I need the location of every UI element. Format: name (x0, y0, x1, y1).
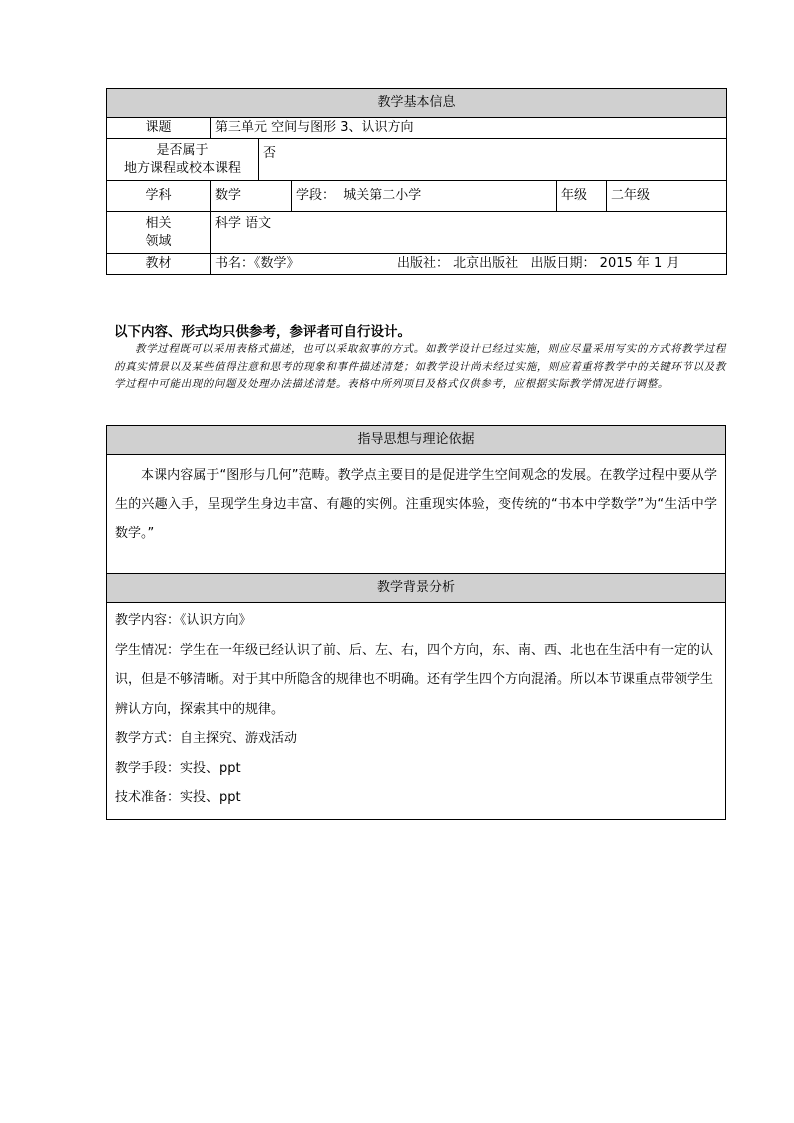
publish-date: 出版日期： 2015 年 1 月 (530, 256, 680, 271)
basic-info-header: 教学基本信息 (107, 89, 727, 118)
guiding-header: 指导思想与理论依据 (107, 426, 726, 455)
basic-info-table (106, 88, 726, 275)
topic-label: 课题 (107, 118, 211, 139)
school-cell (292, 181, 557, 212)
teaching-means: 教学手段：实投、ppt (115, 760, 241, 776)
school-label: 学段： (296, 188, 336, 203)
guiding-body-cell (107, 455, 726, 574)
local-course-label (107, 139, 259, 181)
background-body-cell (107, 603, 726, 820)
textbook-label: 教材 (107, 254, 211, 275)
background-header: 教学背景分析 (107, 574, 726, 603)
subject-value: 数学 (211, 181, 292, 212)
guiding-body: 本课内容属于“图形与几何”范畴。教学点主要目的是促进学生空间观念的发展。在教学过程中要从学生的兴趣入手，呈现学生身边丰富、有趣的实例。注重现实体验，变传统的“书本中学数学”为“生活中学数学。” (115, 468, 717, 541)
guiding-section (106, 425, 726, 574)
subject-label: 学科 (107, 181, 211, 212)
topic-value: 第三单元 空间与图形 3、认识方向 (211, 118, 727, 139)
related-label (107, 212, 211, 254)
teaching-method: 教学方式：自主探究、游戏活动 (115, 731, 298, 746)
grade-value: 二年级 (607, 181, 727, 212)
school-value: 城关第二小学 (343, 188, 422, 203)
local-course-label-line1: 是否属于 (156, 142, 209, 158)
notes-title: 以下内容、形式均只供参考，参评者可自行设计。 (114, 324, 411, 340)
publisher: 出版社： 北京出版社 (397, 256, 519, 271)
related-value: 科学 语文 (211, 212, 727, 254)
teaching-content: 教学内容：《认识方向》 (115, 613, 252, 628)
textbook-cell (211, 254, 727, 275)
tech-preparation: 技术准备：实投、ppt (115, 790, 241, 805)
related-label-line2: 领域 (145, 233, 172, 249)
related-label-line1: 相关 (145, 215, 172, 231)
grade-label: 年级 (557, 181, 607, 212)
student-situation: 学生情况：学生在一年级已经认识了前、后、左、右，四个方向，东、南、西、北也在生活中有一定的认识，但是不够清晰。对于其中所隐含的规律也不明确。还有学生四个方向混淆。所以本节课重点带领学生辨认方向，探索其中的规律。 (115, 642, 714, 717)
textbook-name: 书名：《数学》 (215, 256, 300, 271)
notes-body: 教学过程既可以采用表格式描述，也可以采取叙事的方式。如教学设计已经过实施，则应尽量采用写实的方式将教学过程的真实情景以及某些值得注意和思考的现象和事件描述清楚；如教学设计尚未经过实施，则应着重将教学中的关键环节以及教学过程中可能出现的问题及处理办法描述清楚。表格中所列项目及格式仅供参考，应根据实际教学情况进行调整。 (114, 343, 726, 390)
local-course-value: 否 (259, 139, 727, 181)
background-section (106, 573, 726, 820)
local-course-label-line2: 地方课程或校本课程 (123, 160, 241, 176)
